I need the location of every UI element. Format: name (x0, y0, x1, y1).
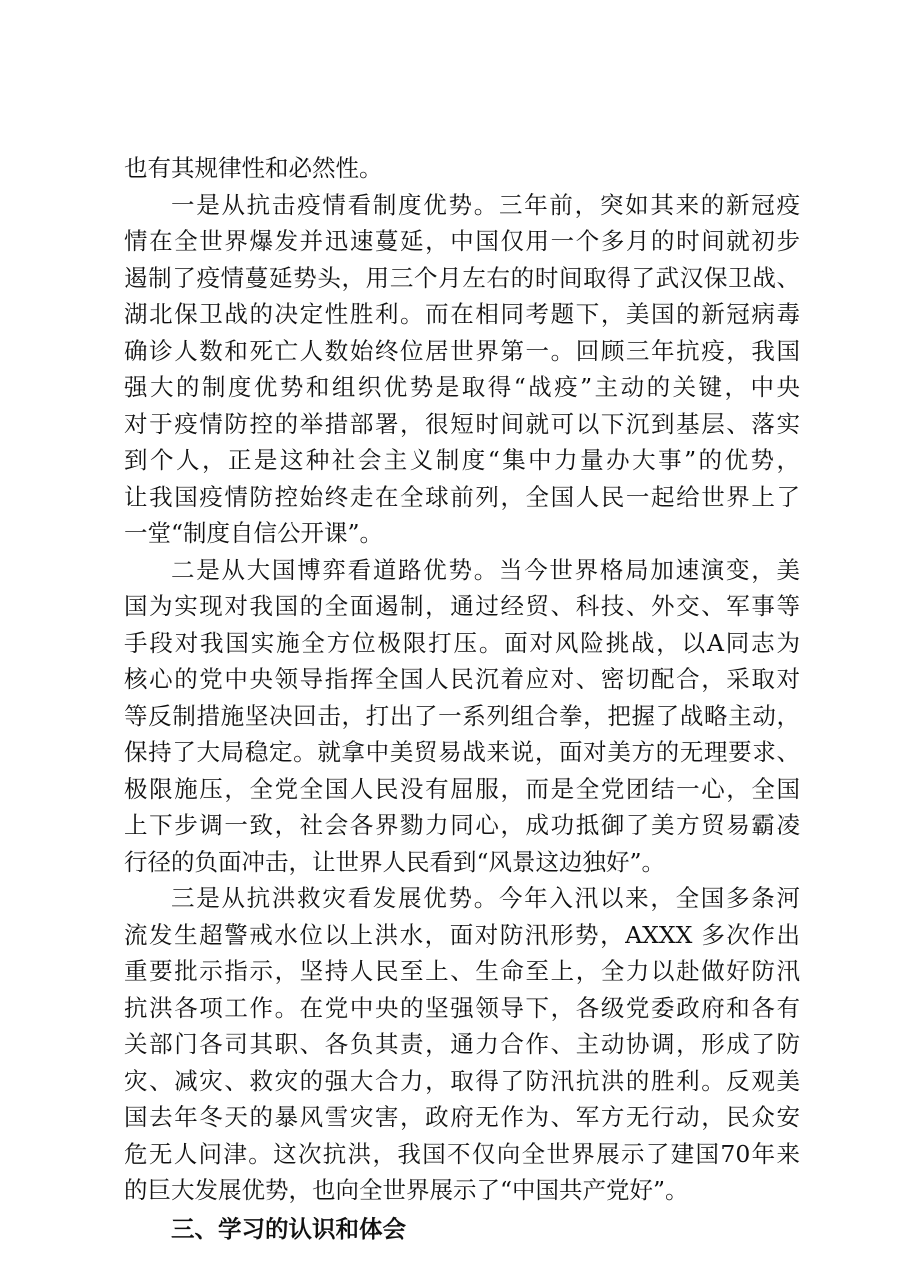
text-line: 核心的党中央领导指挥全国人民沉着应对、密切配合，采取对 (124, 665, 800, 693)
text-line: 国为实现对我国的全面遏制，通过经贸、科技、外交、军事等 (124, 592, 800, 620)
text-line: 上下步调一致，社会各界勠力同心，成功抵御了美方贸易霸凌 (124, 811, 800, 839)
text-line: 重要批示指示，坚持人民至上、生命至上，全力以赴做好防汛 (124, 957, 800, 985)
text-line: 到个人，正是这种社会主义制度“集中力量办大事”的优势， (124, 446, 800, 474)
text-line: 一堂“制度自信公开课”。 (124, 519, 384, 547)
text-line: 二是从大国博弈看道路优势。当今世界格局加速演变，美 (171, 555, 800, 584)
section-heading: 三、学习的认识和体会 (171, 1214, 406, 1243)
text-line: 让我国疫情防控始终走在全球前列，全国人民一起给世界上了 (124, 482, 800, 511)
text-line: 遏制了疫情蔓延势头，用三个月左右的时间取得了武汉保卫战、 (124, 263, 800, 292)
text-line: 流发生超警戒水位以上洪水，面对防汛形势，AXXX 多次作出 (124, 920, 800, 949)
text-line: 三是从抗洪救灾看发展优势。今年入汛以来，全国多条河 (171, 884, 800, 912)
text-line: 手段对我国实施全方位极限打压。面对风险挑战，以A同志为 (124, 628, 800, 657)
text-line: 的巨大发展优势，也向全世界展示了“中国共产党好”。 (124, 1176, 689, 1204)
paragraph (124, 187, 800, 552)
paragraph (124, 880, 800, 1209)
text-line: 情在全世界爆发并迅速蔓延，中国仅用一个多月的时间就初步 (124, 227, 800, 255)
text-line: 关部门各司其职、各负其责，通力合作、主动协调，形成了防 (124, 1030, 800, 1058)
text-line: 灾、减灾、救灾的强大合力，取得了防汛抗洪的胜利。反观美 (124, 1066, 800, 1095)
text-line: 保持了大局稳定。就拿中美贸易战来说，面对美方的无理要求、 (124, 738, 800, 766)
text-line: 一是从抗击疫情看制度优势。三年前，突如其来的新冠疫 (171, 190, 800, 219)
text-line: 确诊人数和死亡人数始终位居世界第一。回顾三年抗疫，我国 (124, 336, 800, 365)
text-line: 危无人问津。这次抗洪，我国不仅向全世界展示了建国70年来 (124, 1139, 800, 1168)
text-line: 行径的负面冲击，让世界人民看到“风景这边独好”。 (124, 847, 666, 876)
document-body (124, 150, 800, 1249)
text-line: 等反制措施坚决回击，打出了一系列组合拳，把握了战略主动， (124, 701, 800, 730)
text-line: 也有其规律性和必然性。 (124, 154, 383, 182)
text-line: 极限施压，全党全国人民没有屈服，而是全党团结一心，全国 (124, 774, 800, 803)
paragraph (124, 552, 800, 881)
text-line: 对于疫情防控的举措部署，很短时间就可以下沉到基层、落实 (124, 409, 800, 438)
text-line: 国去年冬天的暴风雪灾害，政府无作为、军方无行动，民众安 (124, 1103, 800, 1131)
text-line: 抗洪各项工作。在党中央的坚强领导下，各级党委政府和各有 (124, 993, 800, 1022)
text-line: 强大的制度优势和组织优势是取得“战疫”主动的关键，中央 (124, 373, 800, 401)
text-line: 湖北保卫战的决定性胜利。而在相同考题下，美国的新冠病毒 (124, 300, 800, 328)
paragraph (124, 150, 800, 187)
